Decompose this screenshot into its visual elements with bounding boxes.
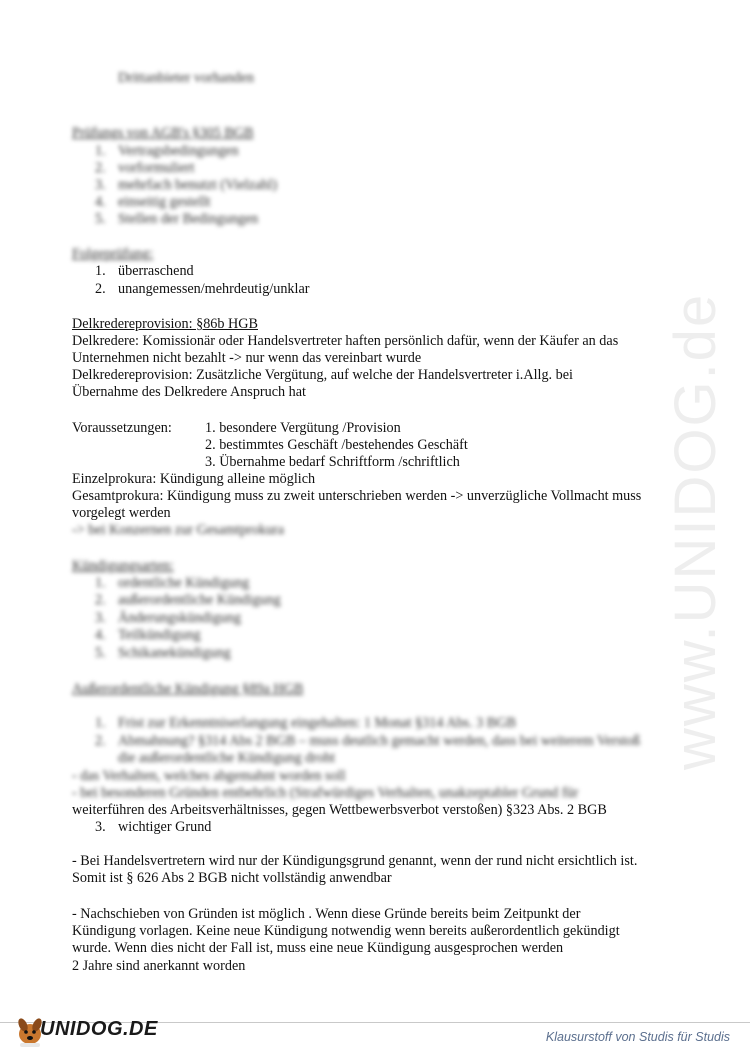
doc-heading: Kündigungsarten: <box>72 558 174 574</box>
doc-line: Drittanbieter vorhanden <box>118 70 254 86</box>
doc-line: 1. besondere Vergütung /Provision <box>205 420 401 436</box>
doc-line: -> bei Konzernen zur Gesamtprokura <box>72 522 285 538</box>
doc-line: - Nachschieben von Gründen ist möglich . Wenn diese Gründe bereits beim Zeitpunkt der <box>72 906 581 922</box>
doc-line: - bei besonderen Gründen entbehrlich (Strafwürdiges Verhalten, unakzeptabler Grund für <box>72 785 579 801</box>
list-item: außerordentliche Kündigung <box>118 592 281 608</box>
list-number: 5. <box>95 645 106 661</box>
doc-line: Gesamtprokura: Kündigung muss zu zweit unterschrieben werden -> unverzügliche Vollmacht muss <box>72 488 642 504</box>
doc-line: 2 Jahre sind anerkannt worden <box>72 958 246 974</box>
doc-line: vorgelegt werden <box>72 505 171 521</box>
list-item: vorformuliert <box>118 160 195 176</box>
list-item: Vertragsbedingungen <box>118 143 239 159</box>
doc-heading: Folgeprüfung: <box>72 246 154 262</box>
doc-line: Somit ist § 626 Abs 2 BGB nicht vollständig anwendbar <box>72 870 392 886</box>
footer-tagline: Klausurstoff von Studis für Studis <box>545 1030 730 1044</box>
list-number: 3. <box>95 819 106 835</box>
doc-line: weiterführen des Arbeitsverhältnisses, gegen Wettbewerbsverbot verstoßen) §323 Abs. 2 BGB <box>72 802 607 818</box>
doc-line: - Bei Handelsvertretern wird nur der Kündigungsgrund genannt, wenn der rund nicht ersichtlich ist. <box>72 853 638 869</box>
list-item: die außerordentliche Kündigung droht <box>118 750 336 766</box>
list-number: 2. <box>95 592 106 608</box>
list-number: 1. <box>95 715 106 731</box>
list-number: 2. <box>95 160 106 176</box>
list-number: 3. <box>95 177 106 193</box>
list-item: Änderungskündigung <box>118 610 241 626</box>
doc-line: Kündigung vorlagen. Keine neue Kündigung notwendig wenn bereits außerordentlich gekündigt <box>72 923 620 939</box>
list-item: überraschend <box>118 263 194 279</box>
list-item: mehrfach benutzt (Vielzahl) <box>118 177 278 193</box>
list-number: 2. <box>95 733 106 749</box>
list-item: wichtiger Grund <box>118 819 212 835</box>
list-number: 1. <box>95 263 106 279</box>
doc-line: Einzelprokura: Kündigung alleine möglich <box>72 471 316 487</box>
list-number: 1. <box>95 575 106 591</box>
doc-line: 3. Übernahme bedarf Schriftform /schriftlich <box>205 454 460 470</box>
list-number: 4. <box>95 627 106 643</box>
doc-heading: Prüfungs von AGB's §305 BGB <box>72 125 254 141</box>
list-item: unangemessen/mehrdeutig/unklar <box>118 281 310 297</box>
doc-heading: Delkredereprovision: §86b HGB <box>72 316 258 332</box>
doc-line: Übernahme des Delkredere Anspruch hat <box>72 384 307 400</box>
doc-line: wurde. Wenn dies nicht der Fall ist, muss eine neue Kündigung ausgesprochen werden <box>72 940 564 956</box>
list-item: Stellen der Bedingungen <box>118 211 259 227</box>
list-item: Teilkündigung <box>118 627 201 643</box>
list-item: ordentliche Kündigung <box>118 575 250 591</box>
doc-line: Unternehmen nicht bezahlt -> nur wenn das vereinbart wurde <box>72 350 422 366</box>
doc-line: Delkredere: Komissionär oder Handelsvertreter haften persönlich dafür, wenn der Käufer an das <box>72 333 619 349</box>
doc-line: Delkredereprovision: Zusätzliche Vergütung, auf welche der Handelsvertreter i.Allg. bei <box>72 367 573 383</box>
list-number: 3. <box>95 610 106 626</box>
list-item: einseitig gestellt <box>118 194 211 210</box>
footer-logo[interactable]: UNIDOG.DE <box>40 1018 158 1040</box>
watermark: www.UNIDOG.de <box>663 292 728 770</box>
list-number: 5. <box>95 211 106 227</box>
list-number: 1. <box>95 143 106 159</box>
doc-line: - das Verhalten, welches abgemahnt worden soll <box>72 768 346 784</box>
list-number: 2. <box>95 281 106 297</box>
doc-line: 2. bestimmtes Geschäft /bestehendes Geschäft <box>205 437 468 453</box>
list-item: Frist zur Erkenntniserlangung eingehalten: 1 Monat §314 Abs. 3 BGB <box>118 715 516 731</box>
doc-heading: Außerordentliche Kündigung §89a HGB <box>72 681 304 697</box>
list-number: 4. <box>95 194 106 210</box>
list-item: Schikanekündigung <box>118 645 231 661</box>
doc-line: Voraussetzungen: <box>72 420 172 436</box>
list-item: Abmahnung? §314 Abs 2 BGB – muss deutlich gemacht werden, dass bei weiterem Verstoß <box>118 733 641 749</box>
